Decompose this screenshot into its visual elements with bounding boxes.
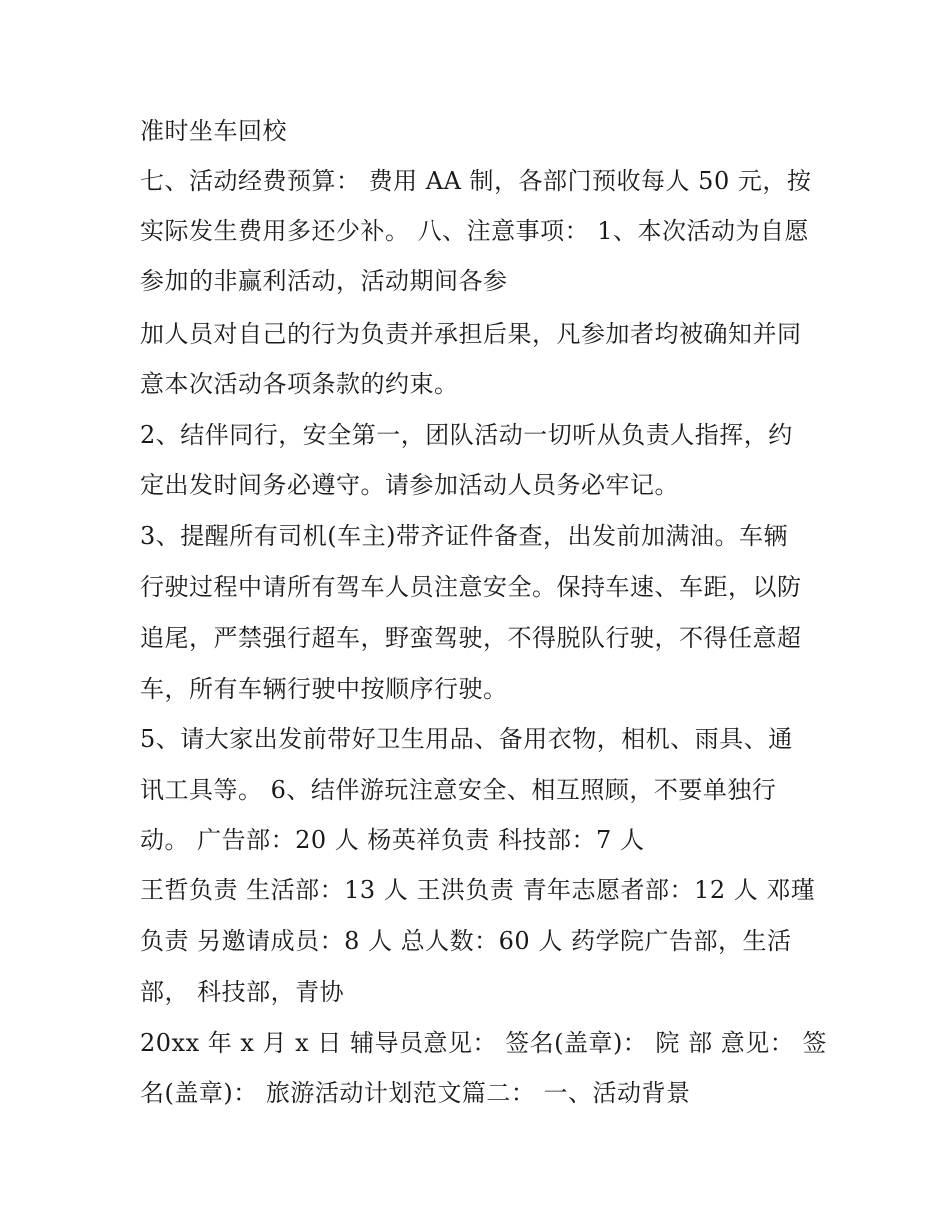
text-line: 追尾，严禁强行超车，野蛮驾驶，不得脱队行驶，不得任意超 <box>140 624 802 652</box>
text-line: 实际发生费用多还少补。 八、注意事项： 1、本次活动为自愿 <box>140 217 810 245</box>
text-line: 名(盖章)： 旅游活动计划范文篇二： 一、活动背景 <box>140 1079 691 1107</box>
text-line: 行驶过程中请所有驾车人员注意安全。保持车速、车距，以防 <box>140 573 802 601</box>
text-line: 讯工具等。 6、结伴游玩注意安全、相互照顾，不要单独行 <box>140 776 777 804</box>
text-line: 5、请大家出发前带好卫生用品、备用衣物，相机、雨具、通 <box>140 725 793 753</box>
text-line: 负责 另邀请成员：8 人 总人数：60 人 药学院广告部，生活 <box>140 927 792 955</box>
text-line: 20xx 年 x 月 x 日 辅导员意见： 签名(盖章)： 院 部 意见： 签 <box>140 1029 827 1057</box>
text-line: 意本次活动各项条款的约束。 <box>140 370 459 398</box>
text-line: 加人员对自己的行为负责并承担后果，凡参加者均被确知并同 <box>140 320 802 348</box>
text-line: 定出发时间务必遵守。请参加活动人员务必牢记。 <box>140 471 679 499</box>
text-line: 3、提醒所有司机(车主)带齐证件备查，出发前加满油。车辆 <box>140 522 788 550</box>
text-line: 部， 科技部，青协 <box>140 978 345 1006</box>
text-line: 准时坐车回校 <box>140 117 287 145</box>
text-line: 车，所有车辆行驶中按顺序行驶。 <box>140 675 508 703</box>
text-line: 七、活动经费预算： 费用 AA 制，各部门预收每人 50 元，按 <box>140 167 812 195</box>
text-line: 动。 广告部：20 人 杨英祥负责 科技部：7 人 <box>140 826 645 854</box>
text-line: 参加的非赢利活动，活动期间各参 <box>140 267 508 295</box>
text-line: 王哲负责 生活部：13 人 王洪负责 青年志愿者部：12 人 邓瑾 <box>140 876 816 904</box>
text-line: 2、结伴同行，安全第一，团队活动一切听从负责人指挥，约 <box>140 421 793 449</box>
